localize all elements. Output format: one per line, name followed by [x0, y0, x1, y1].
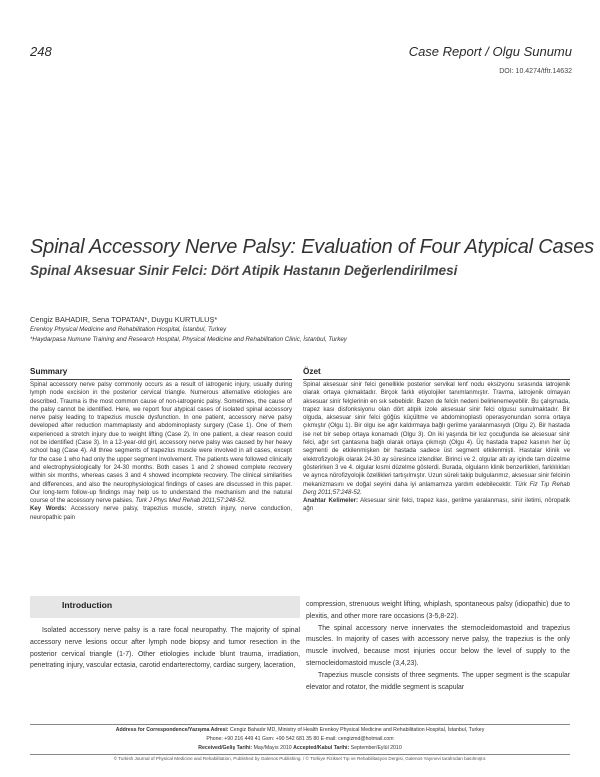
address-label: Address for Correspondence/Yazışma Adresi: [115, 727, 229, 733]
article-subtitle: Spinal Aksesuar Sinir Felci: Dört Atipik Hastanın Değerlendirilmesi [30, 263, 458, 278]
ozet-heading: Özet [303, 367, 321, 376]
running-title: Case Report / Olgu Sunumu [408, 44, 572, 59]
summary-keywords: Accessory nerve palsy, trapezius muscle, stretch injury, nerve conduction, neuropathic pain [30, 505, 292, 521]
footer-rule-bottom [30, 754, 570, 755]
ozet-abstract [303, 381, 570, 514]
affiliation-1: Erenkoy Physical Medicine and Rehabilitation Hospital, İstanbul, Turkey [30, 326, 227, 333]
page-number: 248 [30, 44, 52, 59]
contact: Phone: +90 216 449 41 Gsm: +90 542 681 35 80 E-mail: cengizmd@hotmail.com [206, 736, 394, 742]
intro-paragraph: compression, strenuous weight lifting, whiplash, spontaneous palsy (idiopathic) due to plexitis, and other more rare occasions (3-5,8-22). [306, 601, 570, 620]
footer-rule [30, 724, 570, 725]
received-label: Received/Geliş Tarihi: [198, 745, 253, 751]
summary-heading: Summary [30, 367, 68, 376]
summary-abstract [30, 381, 292, 522]
introduction-left-column: Isolated accessory nerve palsy is a rare focal neuropathy. The majority of spinal accessory nerve lesions occur after lymph node biopsy and tumor resection in the posterior cervical triangle (1-7). Other etiologies include blunt trauma, irradiation, penetrating injury, vascular ectasia, carotid endarterectomy, cardiac surgery, laceration, [30, 627, 300, 670]
intro-paragraph: Trapezius muscle consists of three segments. The upper segment is the scapular elevator and rotator, the middle segment is scapular [306, 671, 570, 691]
copyright: © Turkish Journal of Physical Medicine and Rehabilitation, Published by Galenos Publishing. / © Türkiye Fiziksel Tıp ve Rehabilitasyon Dergisi, Galenos Yayınevi tarafından basılmıştır. [113, 756, 487, 761]
summary-rule [30, 379, 292, 380]
intro-paragraph: The spinal accessory nerve innervates the sternocleidomastoid and trapezius muscles. In majority of cases with accessory nerve palsy, the trapezius is the only muscle involved, because most injuries occur below the level of supply to the sternocleidomastoid muscle (3,4,23). [306, 624, 570, 667]
accepted-date: September/Eylül 2010 [350, 745, 402, 751]
authors: Cengiz BAHADIR, Sena TOPATAN*, Duygu KURTULUŞ* [30, 315, 218, 324]
ozet-rule [303, 379, 570, 380]
article-title: Spinal Accessory Nerve Palsy: Evaluation of Four Atypical Cases [30, 236, 594, 258]
introduction-right-column [306, 599, 570, 693]
affiliation-2: *Haydarpasa Numune Training and Research Hospital, Physical Medicine and Rehabilitation Clinic, İstanbul, Turkey [30, 336, 347, 343]
accepted-label: Accepted/Kabul Tarihi: [293, 745, 350, 751]
ozet-citation: Türk Fiz Tıp Rehab Derg 2011;57:248-52. [303, 480, 571, 496]
received-date: May/Mayıs 2010 [253, 745, 292, 751]
ozet-keywords: Aksesuar sinir felci, trapez kası, gerilme yaralanması, sinir iletimi, nöropatik ağrı [303, 497, 570, 513]
summary-text: Spinal accessory nerve palsy commonly occurs as a result of iatrogenic injury, usually during lymph node excision in the posterior cervical triangle. Numerous alternative etiologies are described. Trauma is the most common cause of non-iatrogenic palsy. Sometimes, the cause of the palsy cannot be identified. Here, we report four atypical cases of isolated spinal accessory nerve palsy leading to trapezius muscle dysfunction. In one patient, accessory nerve palsy developed after reduction mammaplasty and abdominoplasty surgery (Case 1). One of them experienced a stretch injury due to weight lifting (Case 2). In one patient, a clear reason could not be identified (Case 3). In a 12-year-old girl, accessory nerve palsy was caused by her heavy school bag (Case 4). All three segments of trapezius muscle were involved in all cases, except for the case 1 who had only the upper segment involvement. The patients were followed clinically and electrophysiologically for 24-30 months. Both cases 1 and 2 showed complete recovery within six months, whereas cases 3 and 4 showed incomplete recovery. The clinical similarities and differences, and also the neurophysiological findings of cases are discussed in this paper. Our long-term follow-up findings may help us to understand the mechanism and the natural course of the accessory nerve palsies. [30, 381, 292, 505]
doi[interactable]: DOI: 10.4274/tftr.14632 [499, 68, 572, 75]
ozet-keywords-label: Anahtar Kelimeler: [303, 497, 358, 505]
ozet-text: Spinal aksesuar sinir felci genellikle posterior servikal lenf nodu eksizyonu sırasında iatrojenik olarak ortaya çıkmaktadır. Birçok farklı etiyolojiler tanımlanmıştır. Travma, iatrojenik olmayan aksesuar sinir felçlerinin en sık sebebidir. Bazen de felcin nedeni belirlenemeyebilir. Bu çalışmada, trapez kası disfonksiyonu olan dört atipik izole aksesuar sinir felci olgusu sunulmaktadır. Bir olguda, aksesuar sinir felci göğüs küçültme ve abdominoplasti operasyonundan sonra ortaya çıkmıştır (Olgu 1). Bir olgu ise ağır kaldırmaya bağlı gerilme yaralanmasıydı (Olgu 2). Bir hastada ise net bir sebep ortaya konamadı (Olgu 3). On iki yaşında bir kız çocuğunda ise aksesuar sinir felci, ağır sırt çantasına bağlı olarak ortaya çıkmıştı (Olgu 4). Üç hastada trapez kasının her üç segmenti de etkilenmişken bir hastada sadece üst segment etkilenmişti. Hastalar klinik ve elektrofizyolojik olarak 24-30 ay süresince izlendiler. Birinci ve 2. olgular altı ay içinde tam düzelme gösterirken 3 ve 4. olgular kısmi düzelme gösterdi. Burada, olguların klinik benzerlikleri, farklılıkları ve ayrıca nörofizyolojik özellikleri tartışılmıştır. Uzun süreli takip bulgularımız, aksesuar sinir felcinin mekanizmasını ve doğal seyrini daha iyi anlamamıza yardım edebilecektir. [303, 381, 570, 488]
summary-citation: Turk J Phys Med Rehab 2011;57:248-52. [135, 497, 246, 505]
introduction-heading: Introduction [62, 600, 113, 610]
correspondence [30, 726, 570, 753]
address: Cengiz Bahadır MD, Ministry of Health Erenkoy Physical Medicine and Rehabilitation Hospital, İstanbul, Turkey [229, 727, 485, 733]
summary-keywords-label: Key Words: [30, 505, 67, 513]
